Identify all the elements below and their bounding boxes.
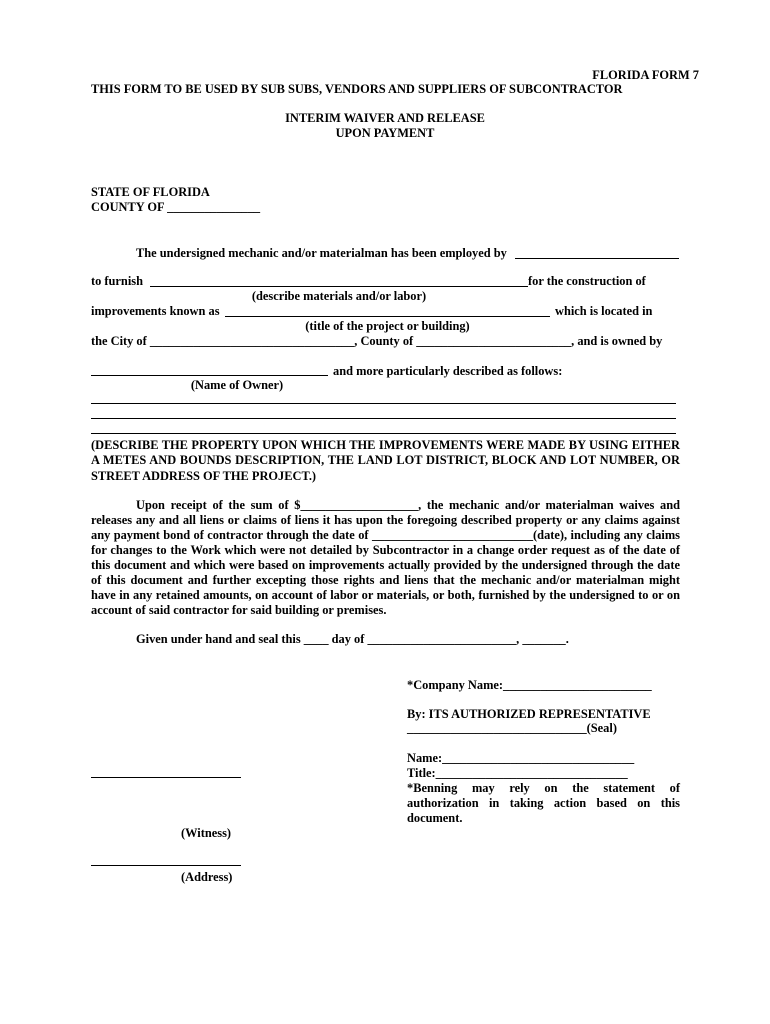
- witness-signature-line: [91, 777, 241, 778]
- county-line: COUNTY OF _______________: [91, 200, 261, 214]
- upon-receipt-paragraph: Upon receipt of the sum of $___________________, the mechanic and/or materialman waives and releases any and all liens or claims of liens it has upon the foregoing described property or any claims against any payment bond of contractor through the date of __________________________(date), including any claims for changes to the Work which were not detailed by Subcontractor in a change order request as of the date of this document and which were based on improvements actually provided by the undersigned through the date of this document and further excepting those rights and liens that the mechanic and/or materialman might have in any retained amounts, on account of labor or materials, or both, furnished by the undersigned to or on account of said contractor for said building or premises.: [91, 498, 680, 617]
- witness-label: (Witness): [181, 826, 232, 840]
- title-line-2: UPON PAYMENT: [335, 126, 435, 140]
- describe-property-instructions: (DESCRIBE THE PROPERTY UPON WHICH THE IMPROVEMENTS WERE MADE BY USING EITHER A METES AND BOUNDS DESCRIPTION, THE LAND LOT DISTRICT, BLOCK AND LOT NUMBER, OR STREET ADDRESS OF THE PROJECT.): [91, 438, 680, 483]
- materials-blank: [150, 286, 528, 287]
- description-line-3: [91, 433, 676, 434]
- benning-note: *Benning may rely on the statement of authorization in taking action based on this document.: [407, 781, 680, 825]
- employer-blank: [515, 258, 679, 259]
- project-blank: [225, 316, 550, 317]
- improvements-known-as-text: improvements known as: [91, 304, 220, 318]
- employed-by-text: The undersigned mechanic and/or materialman has been employed by: [136, 246, 507, 260]
- authorized-representative-label: By: ITS AUTHORIZED REPRESENTATIVE: [407, 707, 651, 721]
- located-in-text: which is located in: [555, 304, 653, 318]
- address-label: (Address): [181, 870, 233, 884]
- for-construction-text: for the construction of: [528, 274, 646, 288]
- address-line: [91, 865, 241, 866]
- title-line-1: INTERIM WAIVER AND RELEASE: [285, 111, 485, 125]
- form-number: FLORIDA FORM 7: [592, 68, 699, 82]
- hint-owner: (Name of Owner): [190, 378, 284, 392]
- description-line-2: [91, 418, 676, 419]
- hint-project: (title of the project or building): [305, 319, 470, 333]
- given-under-hand-line: Given under hand and seal this ____ day of ________________________, _______.: [136, 632, 569, 646]
- to-furnish-text: to furnish: [91, 274, 143, 288]
- seal-signature-line: _____________________________(Seal): [407, 721, 617, 735]
- state-line: STATE OF FLORIDA: [91, 185, 210, 199]
- name-field: Name:_______________________________: [407, 751, 635, 765]
- company-name-field: *Company Name:________________________: [407, 678, 652, 692]
- hint-materials: (describe materials and/or labor): [251, 289, 427, 303]
- owner-blank: [91, 375, 328, 376]
- usage-line: THIS FORM TO BE USED BY SUB SUBS, VENDORS AND SUPPLIERS OF SUBCONTRACTOR: [91, 82, 623, 96]
- city-county-owner-line: the City of _________________________________, County of _________________________, and is owned by: [91, 334, 663, 348]
- title-field: Title:_______________________________: [407, 766, 628, 780]
- owner-tail-text: and more particularly described as follows:: [333, 364, 563, 378]
- description-line-1: [91, 403, 676, 404]
